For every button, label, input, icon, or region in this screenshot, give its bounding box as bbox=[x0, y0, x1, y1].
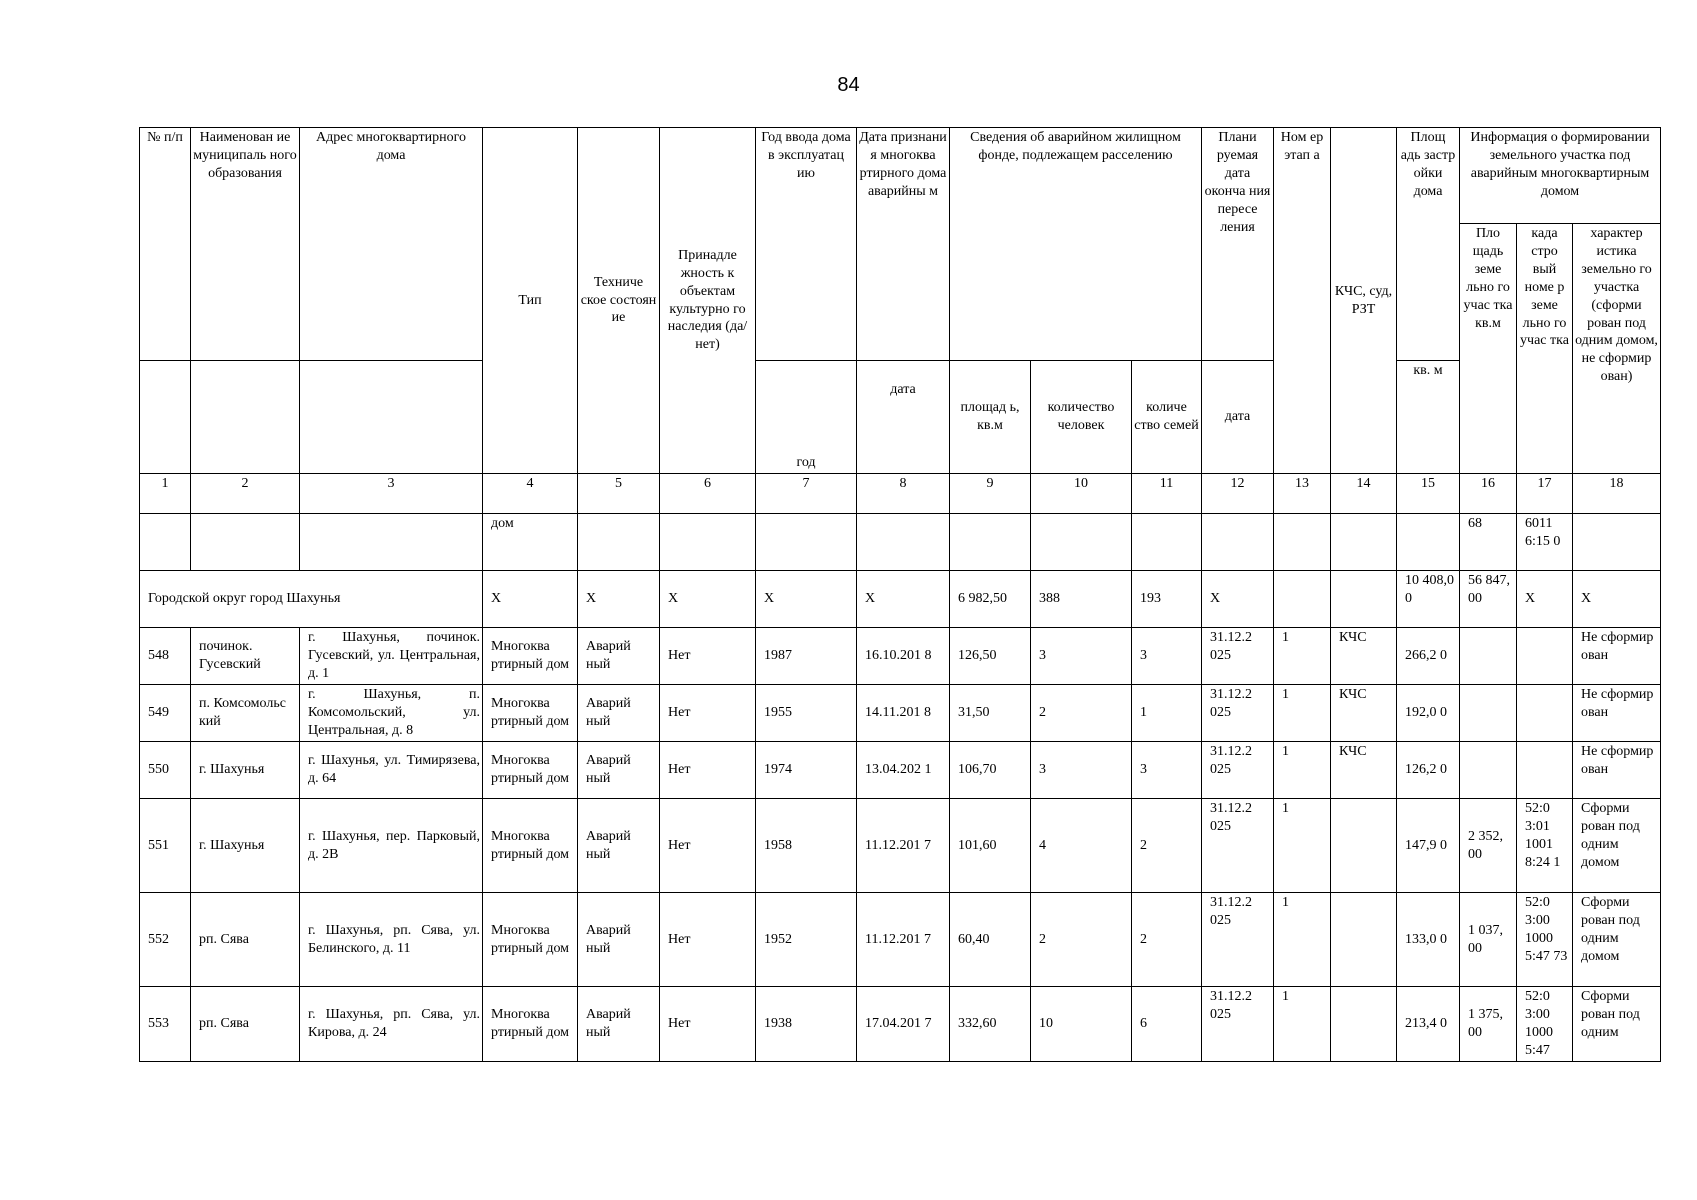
row-municipality: п. Комсомольс кий bbox=[191, 685, 300, 742]
row-built-area: 213,4 0 bbox=[1397, 987, 1460, 1062]
row-area: 101,60 bbox=[950, 799, 1031, 893]
header-col-16: Пло щадь земе льно го учас тка кв.м bbox=[1460, 224, 1517, 474]
row-built-area: 192,0 0 bbox=[1397, 685, 1460, 742]
row-cadastral bbox=[1517, 628, 1573, 685]
header-col-6: Принадле жность к объектам культурно го наследия (да/нет) bbox=[660, 128, 756, 474]
row-heritage: Нет bbox=[660, 799, 756, 893]
header-col-8-sub: дата bbox=[857, 361, 950, 474]
col-number: 8 bbox=[857, 474, 950, 514]
row-year: 1952 bbox=[756, 893, 857, 987]
row-kchs: КЧС bbox=[1331, 628, 1397, 685]
col-number: 2 bbox=[191, 474, 300, 514]
row-land-area bbox=[1460, 628, 1517, 685]
row-planned-date: 31.12.2 025 bbox=[1202, 987, 1274, 1062]
header-col-1: № п/п bbox=[140, 128, 191, 361]
row-type: Многоква ртирный дом bbox=[483, 893, 578, 987]
summary-label: Городской округ город Шахунья bbox=[140, 571, 483, 628]
summary-cell: 6 982,50 bbox=[950, 571, 1031, 628]
row-number: 549 bbox=[140, 685, 191, 742]
row-kchs: КЧС bbox=[1331, 742, 1397, 799]
col-number: 10 bbox=[1031, 474, 1132, 514]
page-number: 84 bbox=[837, 74, 860, 96]
row-people: 4 bbox=[1031, 799, 1132, 893]
row-families: 3 bbox=[1132, 628, 1202, 685]
row-area: 60,40 bbox=[950, 893, 1031, 987]
carry-land-area: 68 bbox=[1460, 514, 1517, 571]
col-number: 16 bbox=[1460, 474, 1517, 514]
row-number: 550 bbox=[140, 742, 191, 799]
row-stage: 1 bbox=[1274, 987, 1331, 1062]
col-number: 3 bbox=[300, 474, 483, 514]
header-col-3: Адрес многоквартирного дома bbox=[300, 128, 483, 361]
header-col-12: Плани руемая дата оконча ния пересе ления bbox=[1202, 128, 1274, 361]
row-heritage: Нет bbox=[660, 987, 756, 1062]
header-col-15-unit: кв. м bbox=[1397, 361, 1460, 474]
row-year: 1938 bbox=[756, 987, 857, 1062]
row-number: 551 bbox=[140, 799, 191, 893]
row-families: 1 bbox=[1132, 685, 1202, 742]
row-address: г. Шахунья, рп. Сява, ул. Белинского, д. 11 bbox=[300, 893, 483, 987]
col-number: 18 bbox=[1573, 474, 1661, 514]
row-land-characteristic: Сформи рован под одним домом bbox=[1573, 799, 1661, 893]
row-planned-date: 31.12.2 025 bbox=[1202, 685, 1274, 742]
header-col-9: площад ь, кв.м bbox=[950, 361, 1031, 474]
table-row bbox=[140, 893, 1661, 987]
summary-cell: Х bbox=[578, 571, 660, 628]
row-year: 1955 bbox=[756, 685, 857, 742]
row-area: 106,70 bbox=[950, 742, 1031, 799]
row-municipality: рп. Сява bbox=[191, 987, 300, 1062]
row-kchs bbox=[1331, 893, 1397, 987]
row-type: Многоква ртирный дом bbox=[483, 987, 578, 1062]
row-address: г. Шахунья, пер. Парковый, д. 2В bbox=[300, 799, 483, 893]
summary-row bbox=[140, 571, 1661, 628]
row-families: 6 bbox=[1132, 987, 1202, 1062]
header-col-17: када стро вый номе р земе льно го учас тка bbox=[1517, 224, 1573, 474]
summary-cell: Х bbox=[1573, 571, 1661, 628]
row-built-area: 266,2 0 bbox=[1397, 628, 1460, 685]
row-stage: 1 bbox=[1274, 742, 1331, 799]
row-land-area bbox=[1460, 685, 1517, 742]
row-kchs bbox=[1331, 987, 1397, 1062]
row-year: 1974 bbox=[756, 742, 857, 799]
row-land-characteristic: Не сформир ован bbox=[1573, 628, 1661, 685]
carry-cadastral: 6011 6:15 0 bbox=[1517, 514, 1573, 571]
row-stage: 1 bbox=[1274, 893, 1331, 987]
row-municipality: г. Шахунья bbox=[191, 799, 300, 893]
header-col-8: Дата признани я многоква ртирного дома аварийны м bbox=[857, 128, 950, 361]
header-col-18: характер истика земельно го участка (сформи рован под одним домом, не сформир ован) bbox=[1573, 224, 1661, 474]
row-year: 1958 bbox=[756, 799, 857, 893]
table-row bbox=[140, 685, 1661, 742]
header-col-9-11: Сведения об аварийном жилищном фонде, подлежащем расселению bbox=[950, 128, 1202, 361]
row-state: Аварий ный bbox=[578, 685, 660, 742]
header-col-15: Площ адь застр ойки дома bbox=[1397, 128, 1460, 361]
row-address: г. Шахунья, п. Комсомольский, ул. Центральная, д. 8 bbox=[300, 685, 483, 742]
row-type: Многоква ртирный дом bbox=[483, 628, 578, 685]
row-land-characteristic: Не сформир ован bbox=[1573, 742, 1661, 799]
summary-cell: 193 bbox=[1132, 571, 1202, 628]
row-planned-date: 31.12.2 025 bbox=[1202, 628, 1274, 685]
row-people: 2 bbox=[1031, 893, 1132, 987]
row-number: 552 bbox=[140, 893, 191, 987]
row-recognition-date: 16.10.201 8 bbox=[857, 628, 950, 685]
row-heritage: Нет bbox=[660, 685, 756, 742]
summary-cell: Х bbox=[660, 571, 756, 628]
summary-cell: Х bbox=[756, 571, 857, 628]
row-state: Аварий ный bbox=[578, 987, 660, 1062]
row-land-area bbox=[1460, 742, 1517, 799]
emergency-housing-table bbox=[139, 127, 1661, 1062]
summary-cell: Х bbox=[857, 571, 950, 628]
col-number: 7 bbox=[756, 474, 857, 514]
row-municipality: рп. Сява bbox=[191, 893, 300, 987]
row-type: Многоква ртирный дом bbox=[483, 685, 578, 742]
row-area: 332,60 bbox=[950, 987, 1031, 1062]
row-cadastral: 52:0 3:00 1000 5:47 bbox=[1517, 987, 1573, 1062]
col-number: 4 bbox=[483, 474, 578, 514]
header-col-7: Год ввода дома в эксплуатац ию bbox=[756, 128, 857, 361]
row-recognition-date: 14.11.201 8 bbox=[857, 685, 950, 742]
table-row bbox=[140, 628, 1661, 685]
header-col-13: Ном ер этап а bbox=[1274, 128, 1331, 474]
row-stage: 1 bbox=[1274, 685, 1331, 742]
row-land-characteristic: Сформи рован под одним домом bbox=[1573, 893, 1661, 987]
row-recognition-date: 11.12.201 7 bbox=[857, 893, 950, 987]
summary-cell: 388 bbox=[1031, 571, 1132, 628]
row-municipality: г. Шахунья bbox=[191, 742, 300, 799]
row-number: 548 bbox=[140, 628, 191, 685]
row-built-area: 126,2 0 bbox=[1397, 742, 1460, 799]
row-cadastral bbox=[1517, 685, 1573, 742]
header-col-5: Техниче ское состоян ие bbox=[578, 128, 660, 474]
carry-over-row bbox=[140, 514, 1661, 571]
row-land-characteristic: Не сформир ован bbox=[1573, 685, 1661, 742]
column-numbers-row bbox=[140, 474, 1661, 514]
row-built-area: 133,0 0 bbox=[1397, 893, 1460, 987]
row-people: 2 bbox=[1031, 685, 1132, 742]
row-cadastral: 52:0 3:01 1001 8:24 1 bbox=[1517, 799, 1573, 893]
col-number: 9 bbox=[950, 474, 1031, 514]
header-col-12-sub: дата bbox=[1202, 361, 1274, 474]
row-built-area: 147,9 0 bbox=[1397, 799, 1460, 893]
row-planned-date: 31.12.2 025 bbox=[1202, 742, 1274, 799]
row-area: 126,50 bbox=[950, 628, 1031, 685]
row-address: г. Шахунья, рп. Сява, ул. Кирова, д. 24 bbox=[300, 987, 483, 1062]
row-recognition-date: 13.04.202 1 bbox=[857, 742, 950, 799]
row-land-area: 2 352, 00 bbox=[1460, 799, 1517, 893]
row-recognition-date: 17.04.201 7 bbox=[857, 987, 950, 1062]
row-heritage: Нет bbox=[660, 628, 756, 685]
summary-cell: 10 408,0 0 bbox=[1397, 571, 1460, 628]
row-land-area: 1 037, 00 bbox=[1460, 893, 1517, 987]
row-state: Аварий ный bbox=[578, 799, 660, 893]
row-heritage: Нет bbox=[660, 742, 756, 799]
row-families: 2 bbox=[1132, 893, 1202, 987]
header-col-10: количество человек bbox=[1031, 361, 1132, 474]
row-people: 10 bbox=[1031, 987, 1132, 1062]
col-number: 15 bbox=[1397, 474, 1460, 514]
col-number: 12 bbox=[1202, 474, 1274, 514]
carry-type: дом bbox=[483, 514, 578, 571]
header-col-16-18: Информация о формировании земельного участка под аварийным многоквартирным домом bbox=[1460, 128, 1661, 224]
row-number: 553 bbox=[140, 987, 191, 1062]
table-row bbox=[140, 987, 1661, 1062]
row-stage: 1 bbox=[1274, 628, 1331, 685]
row-state: Аварий ный bbox=[578, 893, 660, 987]
row-state: Аварий ный bbox=[578, 742, 660, 799]
header-col-11: количе ство семей bbox=[1132, 361, 1202, 474]
col-number: 14 bbox=[1331, 474, 1397, 514]
row-address: г. Шахунья, починок. Гусевский, ул. Центральная, д. 1 bbox=[300, 628, 483, 685]
header-col-2: Наименован ие муниципаль ного образования bbox=[191, 128, 300, 361]
summary-cell: Х bbox=[1517, 571, 1573, 628]
row-area: 31,50 bbox=[950, 685, 1031, 742]
row-families: 3 bbox=[1132, 742, 1202, 799]
col-number: 1 bbox=[140, 474, 191, 514]
row-municipality: починок. Гусевский bbox=[191, 628, 300, 685]
table-row bbox=[140, 742, 1661, 799]
row-people: 3 bbox=[1031, 628, 1132, 685]
col-number: 6 bbox=[660, 474, 756, 514]
row-planned-date: 31.12.2 025 bbox=[1202, 893, 1274, 987]
summary-cell: Х bbox=[1202, 571, 1274, 628]
row-families: 2 bbox=[1132, 799, 1202, 893]
table-body bbox=[140, 514, 1661, 1062]
row-recognition-date: 11.12.201 7 bbox=[857, 799, 950, 893]
col-number: 11 bbox=[1132, 474, 1202, 514]
row-kchs: КЧС bbox=[1331, 685, 1397, 742]
row-type: Многоква ртирный дом bbox=[483, 799, 578, 893]
row-heritage: Нет bbox=[660, 893, 756, 987]
row-planned-date: 31.12.2 025 bbox=[1202, 799, 1274, 893]
table-header bbox=[140, 128, 1661, 514]
table-row bbox=[140, 799, 1661, 893]
col-number: 13 bbox=[1274, 474, 1331, 514]
row-state: Аварий ный bbox=[578, 628, 660, 685]
summary-cell: Х bbox=[483, 571, 578, 628]
row-year: 1987 bbox=[756, 628, 857, 685]
row-land-characteristic: Сформи рован под одним bbox=[1573, 987, 1661, 1062]
row-type: Многоква ртирный дом bbox=[483, 742, 578, 799]
row-people: 3 bbox=[1031, 742, 1132, 799]
row-land-area: 1 375, 00 bbox=[1460, 987, 1517, 1062]
header-col-7-sub: год bbox=[756, 361, 857, 474]
row-cadastral: 52:0 3:00 1000 5:47 73 bbox=[1517, 893, 1573, 987]
row-address: г. Шахунья, ул. Тимирязева, д. 64 bbox=[300, 742, 483, 799]
row-kchs bbox=[1331, 799, 1397, 893]
header-col-14: КЧС, суд, РЗТ bbox=[1331, 128, 1397, 474]
row-stage: 1 bbox=[1274, 799, 1331, 893]
row-cadastral bbox=[1517, 742, 1573, 799]
summary-cell: 56 847, 00 bbox=[1460, 571, 1517, 628]
col-number: 17 bbox=[1517, 474, 1573, 514]
header-col-4: Тип bbox=[483, 128, 578, 474]
col-number: 5 bbox=[578, 474, 660, 514]
